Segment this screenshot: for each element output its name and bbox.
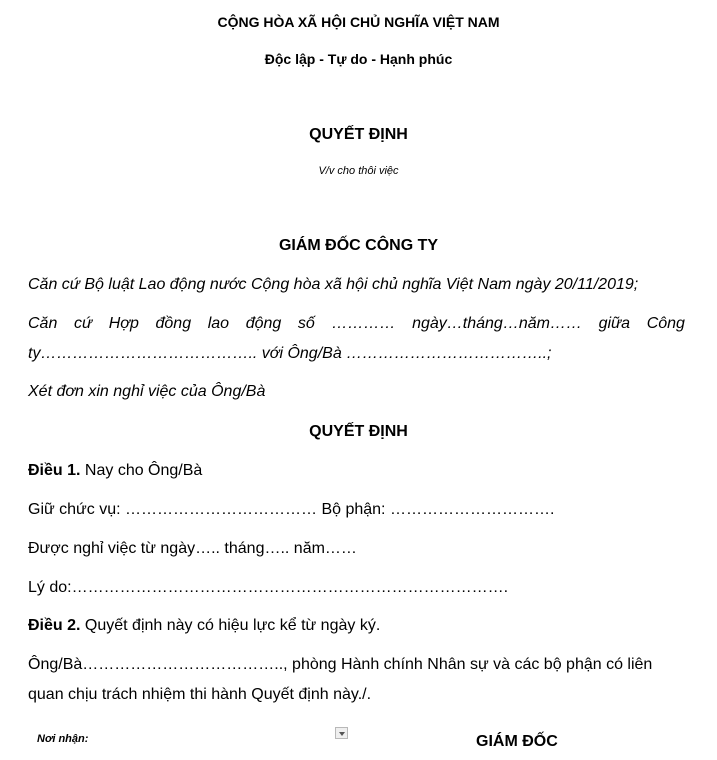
article-1-label: Điều 1. xyxy=(28,462,81,479)
responsibility-line2: quan chịu trách nhiệm thi hành Quyết định này./. xyxy=(28,686,372,703)
document-title: QUYẾT ĐỊNH xyxy=(309,126,408,143)
article-2-label: Điều 2. xyxy=(28,617,81,634)
leave-date-line: Được nghỉ việc từ ngày….. tháng….. năm…… xyxy=(28,540,357,557)
contract-word: số xyxy=(297,315,315,332)
responsibility-line1: Ông/Bà……………………………….., phòng Hành chính Nhân sự và các bộ phận có liên xyxy=(28,656,653,673)
document-subject: V/v cho thôi việc xyxy=(318,165,399,177)
contract-word: Công xyxy=(646,315,685,332)
recipients-label: Nơi nhận: xyxy=(37,733,89,745)
contract-word: động xyxy=(245,315,282,332)
contract-word: ngày…tháng…năm…… xyxy=(412,315,582,332)
basis-law: Căn cứ Bộ luật Lao động nước Cộng hòa xã hội chủ nghĩa Việt Nam ngày 20/11/2019; xyxy=(28,276,639,293)
contract-word: đồng xyxy=(155,315,192,332)
basis-contract-line1 xyxy=(28,315,685,333)
contract-word: ………… xyxy=(331,315,396,332)
basis-contract-line2: ty………………………………….. với Ông/Bà ………………………………..; xyxy=(28,345,552,362)
issuer-title: GIÁM ĐỐC CÔNG TY xyxy=(278,237,439,254)
article-1-text: Nay cho Ông/Bà xyxy=(80,462,203,479)
article-2-text: Quyết định này có hiệu lực kể từ ngày ký. xyxy=(80,617,381,634)
reason-line: Lý do:………………………………………………………………………. xyxy=(28,579,509,596)
article-1 xyxy=(28,462,202,480)
contract-word: cứ xyxy=(73,315,93,332)
signer-title: GIÁM ĐỐC xyxy=(476,733,558,750)
dropdown-arrow-icon[interactable] xyxy=(335,727,348,739)
article-2 xyxy=(28,617,380,635)
contract-word: Căn xyxy=(28,315,58,332)
contract-word: giữa xyxy=(598,315,631,332)
contract-word: lao xyxy=(207,315,230,332)
position-line: Giữ chức vụ: ……………………………… Bộ phận: …………………………. xyxy=(28,501,555,518)
decision-heading: QUYẾT ĐỊNH xyxy=(309,423,408,440)
basis-request: Xét đơn xin nghỉ việc của Ông/Bà xyxy=(28,383,266,400)
country-header: CỘNG HÒA XÃ HỘI CHỦ NGHĨA VIỆT NAM xyxy=(217,14,500,30)
contract-word: Hợp xyxy=(108,315,139,332)
motto: Độc lập - Tự do - Hạnh phúc xyxy=(264,51,453,67)
